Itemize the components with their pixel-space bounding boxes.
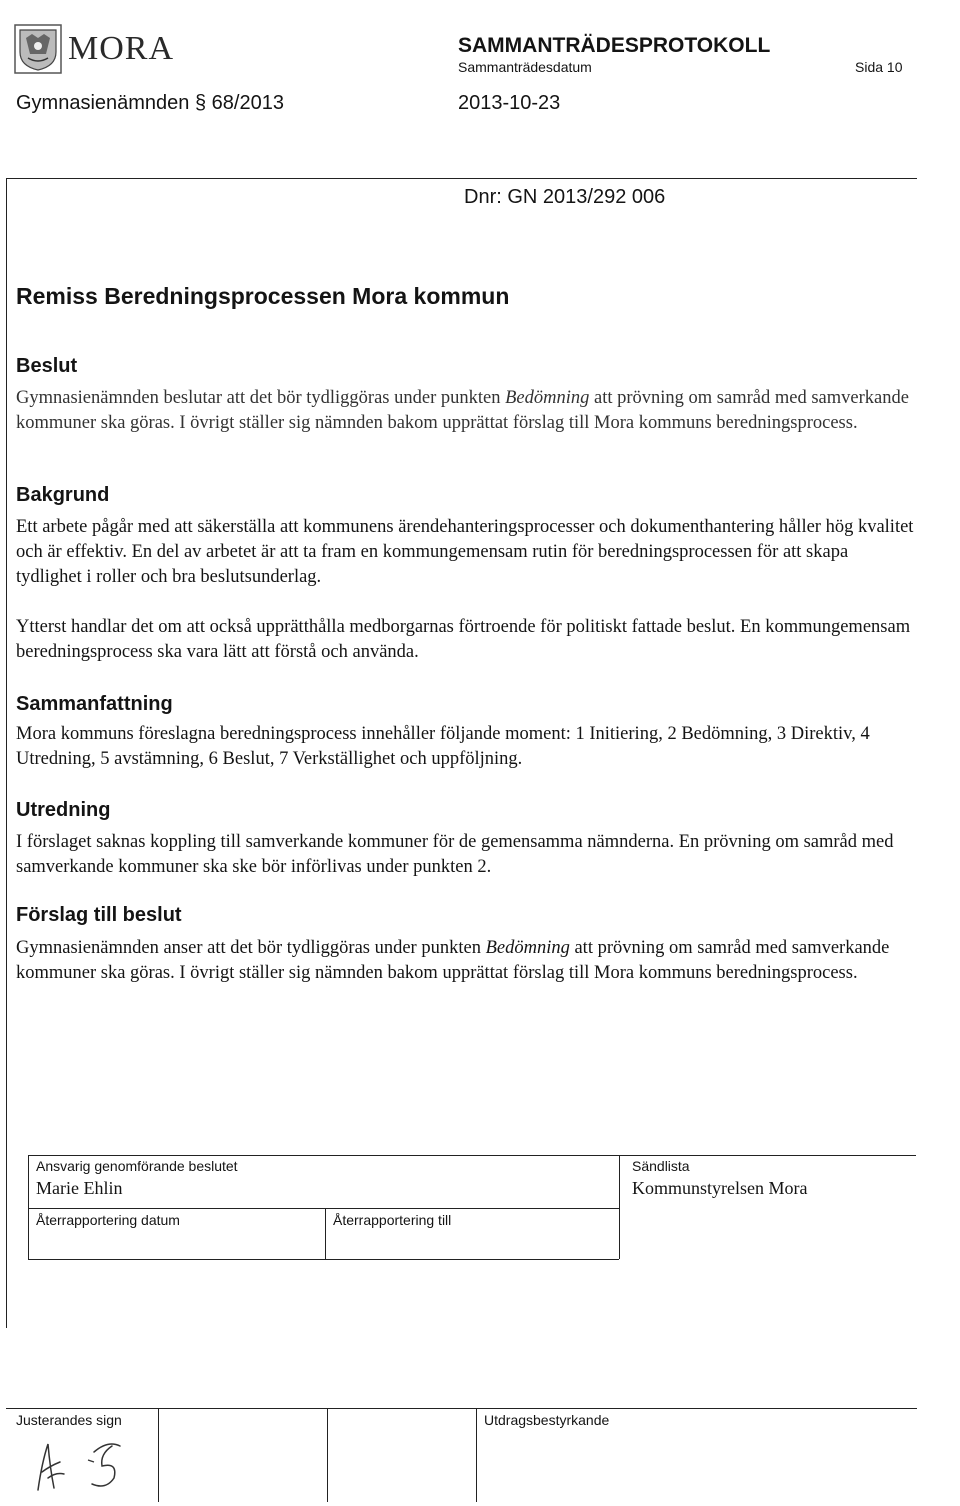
handwritten-initials-icon bbox=[28, 1432, 148, 1498]
content-frame-top-rule bbox=[6, 178, 917, 179]
page-title: Remiss Beredningsprocessen Mora kommun bbox=[16, 283, 510, 309]
responsible-label: Ansvarig genomförande beslutet bbox=[36, 1158, 238, 1174]
signature-label: Justerandes sign bbox=[16, 1412, 122, 1428]
paragraph-sammanfattning: Mora kommuns föreslagna beredningsprocess innehåller följande moment: 1 Initiering, 2 Bedömning, 3 Direktiv, 4 Utredning, 5 avstämning, 6 Beslut, 7 Verkställighet och uppföljning. bbox=[16, 724, 870, 769]
footer-table-divider bbox=[619, 1155, 620, 1259]
page-number: Sida 10 bbox=[855, 59, 903, 75]
footer-table-bottom-rule bbox=[28, 1259, 619, 1260]
emphasis-bedomning: Bedömning bbox=[505, 388, 590, 408]
footer-table-middle-rule bbox=[28, 1208, 619, 1209]
paragraph-forslag-till-beslut: Gymnasienämnden anser att det bör tydliggöras under punkten Bedömning att prövning om samråd med samverkande kommuner ska göras. I övrigt ställer sig nämnden bakom upprättat förslag till Mora kommuns beredningsprocess. bbox=[16, 938, 890, 983]
distribution-value: Kommunstyrelsen Mora bbox=[632, 1178, 808, 1198]
paragraph-beslut: Gymnasienämnden beslutar att det bör tydliggöras under punkten Bedömning att prövning om samråd med samverkande kommuner ska göras. I övrigt ställer sig nämnden bakom upprättat förslag till Mora kommuns beredningsprocess. bbox=[16, 388, 909, 433]
signature-bar-divider-2 bbox=[327, 1408, 328, 1502]
report-date-label: Återrapportering datum bbox=[36, 1212, 180, 1228]
board-section-reference: Gymnasienämnden § 68/2013 bbox=[16, 92, 284, 114]
distribution-label: Sändlista bbox=[632, 1158, 690, 1174]
content-frame-left-rule bbox=[6, 178, 7, 1328]
paragraph-utredning: I förslaget saknas koppling till samverkande kommuner för de gemensamma nämnderna. En prövning om samråd med samverkande kommuner ska ske bör införlivas under punkten 2. bbox=[16, 832, 894, 877]
footer-table-top-rule bbox=[28, 1155, 916, 1156]
meeting-date: 2013-10-23 bbox=[458, 92, 561, 114]
report-to-label: Återrapportering till bbox=[333, 1212, 452, 1228]
footer-table-left-rule bbox=[28, 1155, 29, 1259]
meeting-date-label: Sammanträdesdatum bbox=[458, 59, 592, 75]
logo-text: MORA bbox=[68, 30, 175, 67]
heading-forslag-till-beslut: Förslag till beslut bbox=[16, 904, 182, 926]
paragraph-bakgrund-1: Ett arbete pågår med att säkerställa att kommunens ärendehanteringsprocesser och dokumenthantering håller hög kvalitet och är effektiv. En del av arbetet är att ta fram en kommungemensam rutin för beredningsprocessen för att skapa tydlighet i roller och bra beslutsunderlag. bbox=[16, 517, 914, 587]
emphasis-bedomning: Bedömning bbox=[485, 938, 570, 958]
signature-bar-divider-1 bbox=[158, 1408, 159, 1502]
responsible-value: Marie Ehlin bbox=[36, 1178, 123, 1198]
signature-bar-top-rule bbox=[6, 1408, 917, 1409]
heading-beslut: Beslut bbox=[16, 355, 78, 377]
paragraph-bakgrund-2: Ytterst handlar det om att också upprätthålla medborgarnas förtroende för politiskt fattade beslut. En kommungemensam beredningsprocess ska vara lätt att förstå och använda. bbox=[16, 617, 911, 662]
extract-certification-label: Utdragsbestyrkande bbox=[484, 1412, 610, 1428]
heading-sammanfattning: Sammanfattning bbox=[16, 693, 173, 715]
mora-coat-of-arms-icon bbox=[14, 24, 62, 74]
signature-bar-divider-3 bbox=[476, 1408, 477, 1502]
document-type: SAMMANTRÄDESPROTOKOLL bbox=[458, 34, 771, 57]
heading-bakgrund: Bakgrund bbox=[16, 484, 110, 506]
diary-number: Dnr: GN 2013/292 006 bbox=[464, 186, 666, 208]
footer-table-inner-divider bbox=[325, 1208, 326, 1259]
heading-utredning: Utredning bbox=[16, 799, 111, 821]
